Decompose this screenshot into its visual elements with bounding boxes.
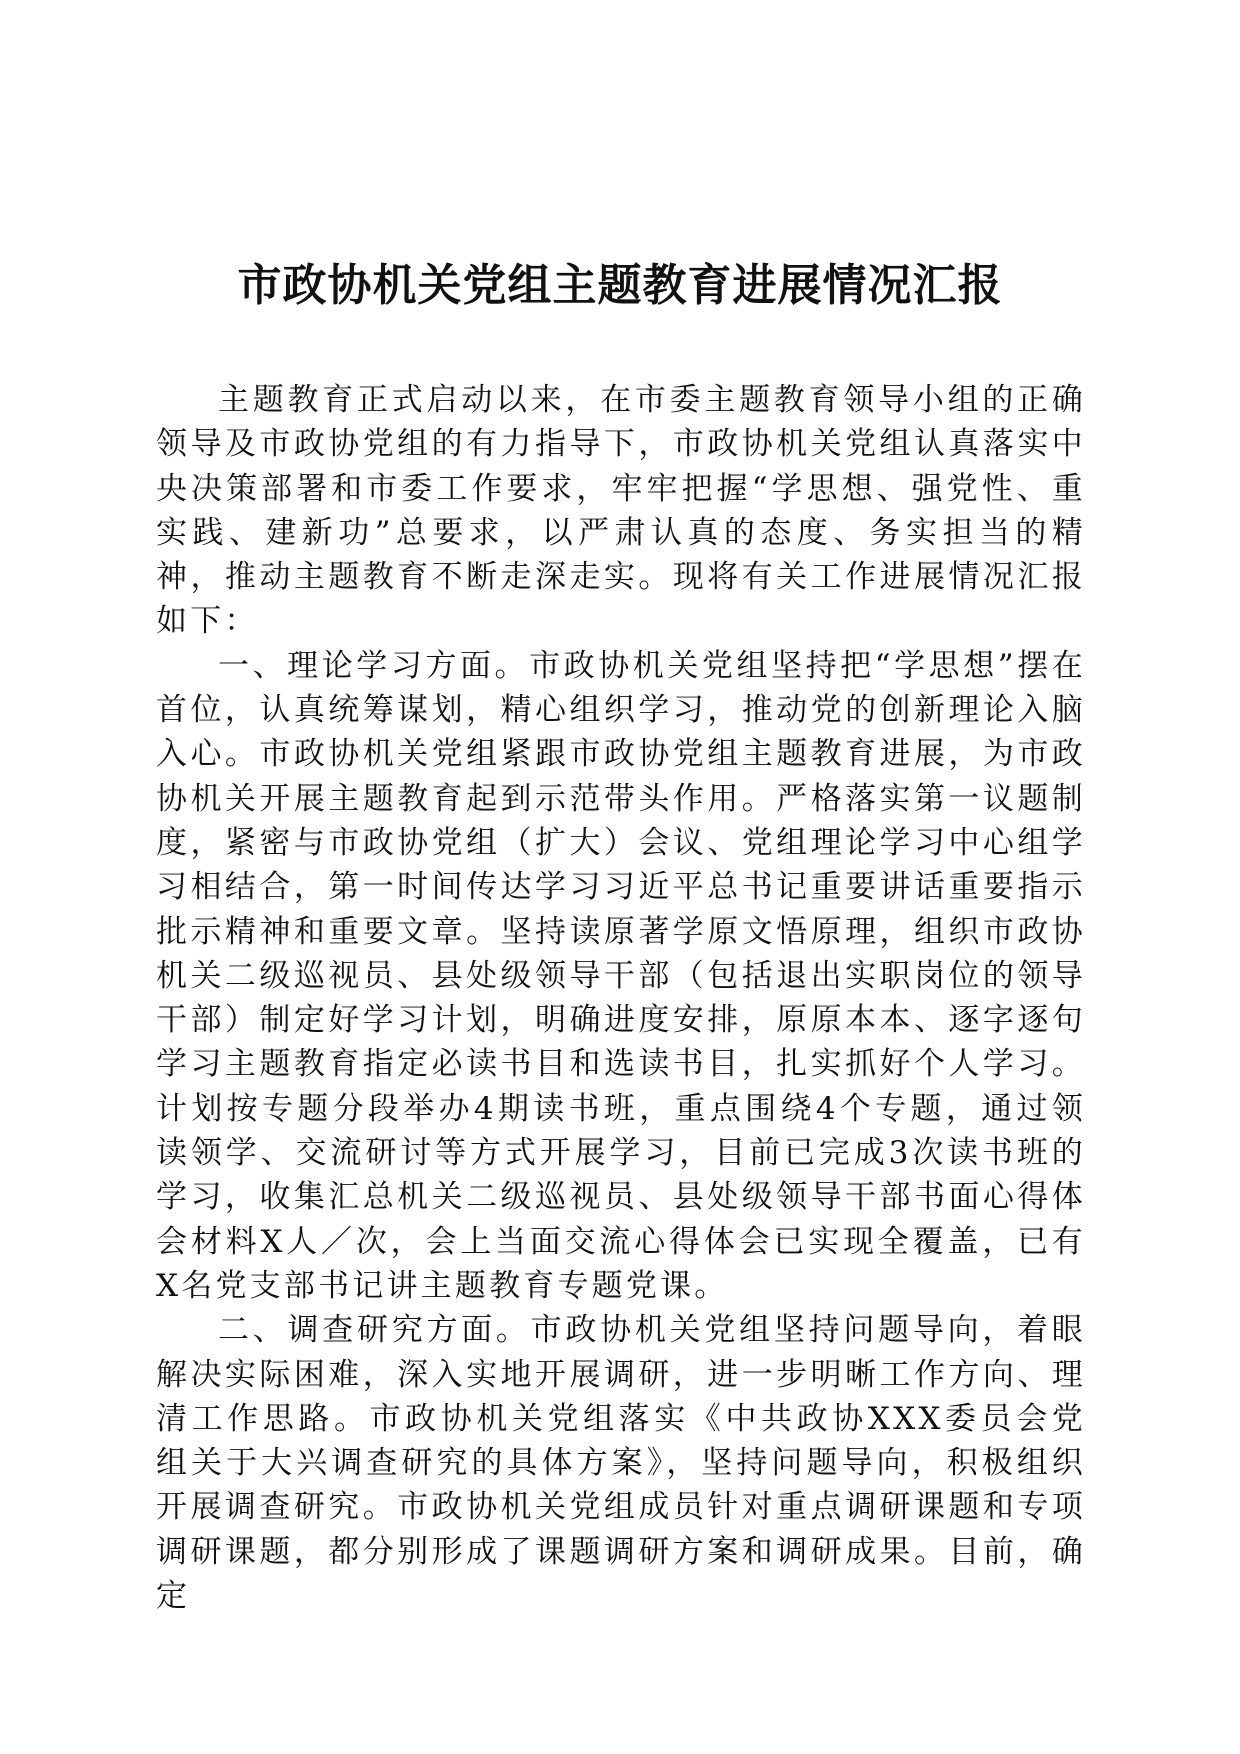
paragraph-intro: 主题教育正式启动以来，在市委主题教育领导小组的正确领导及市政协党组的有力指导下，市政协机关党组认真落实中央决策部署和市委工作要求，牢牢把握“学思想、强党性、重实践、建新功”总要求，以严肃认真的态度、务实担当的精神，推动主题教育不断走深走实。现将有关工作进展情况汇报如下： [156, 382, 1086, 640]
document-body [156, 378, 1086, 1618]
document-title: 市政协机关党组主题教育进展情况汇报 [237, 260, 1003, 311]
paragraph-research: 二、调查研究方面。市政协机关党组坚持问题导向，着眼解决实际困难，深入实地开展调研，进一步明晰工作方向、理清工作思路。市政协机关党组落实《中共政协XXX委员会党组关于大兴调查研究的具体方案》，坚持问题导向，积极组织开展调查研究。市政协机关党组成员针对重点调研课题和专项调研课题，都分别形成了课题调研方案和调研成果。目前，确定 [156, 1312, 1086, 1615]
paragraph-theory-study: 一、理论学习方面。市政协机关党组坚持把“学思想”摆在首位，认真统筹谋划，精心组织学习，推动党的创新理论入脑入心。市政协机关党组紧跟市政协党组主题教育进展，为市政协机关开展主题教育起到示范带头作用。严格落实第一议题制度，紧密与市政协党组（扩大）会议、党组理论学习中心组学习相结合，第一时间传达学习习近平总书记重要讲话重要指示批示精神和重要文章。坚持读原著学原文悟原理，组织市政协机关二级巡视员、县处级领导干部（包括退出实职岗位的领导干部）制定好学习计划，明确进度安排，原原本本、逐字逐句学习主题教育指定必读书目和选读书目，扎实抓好个人学习。计划按专题分段举办4期读书班，重点围绕4个专题，通过领读领学、交流研讨等方式开展学习，目前已完成3次读书班的学习，收集汇总机关二级巡视员、县处级领导干部书面心得体会材料X人／次，会上当面交流心得体会已实现全覆盖，已有X名党支部书记讲主题教育专题党课。 [156, 647, 1086, 1304]
